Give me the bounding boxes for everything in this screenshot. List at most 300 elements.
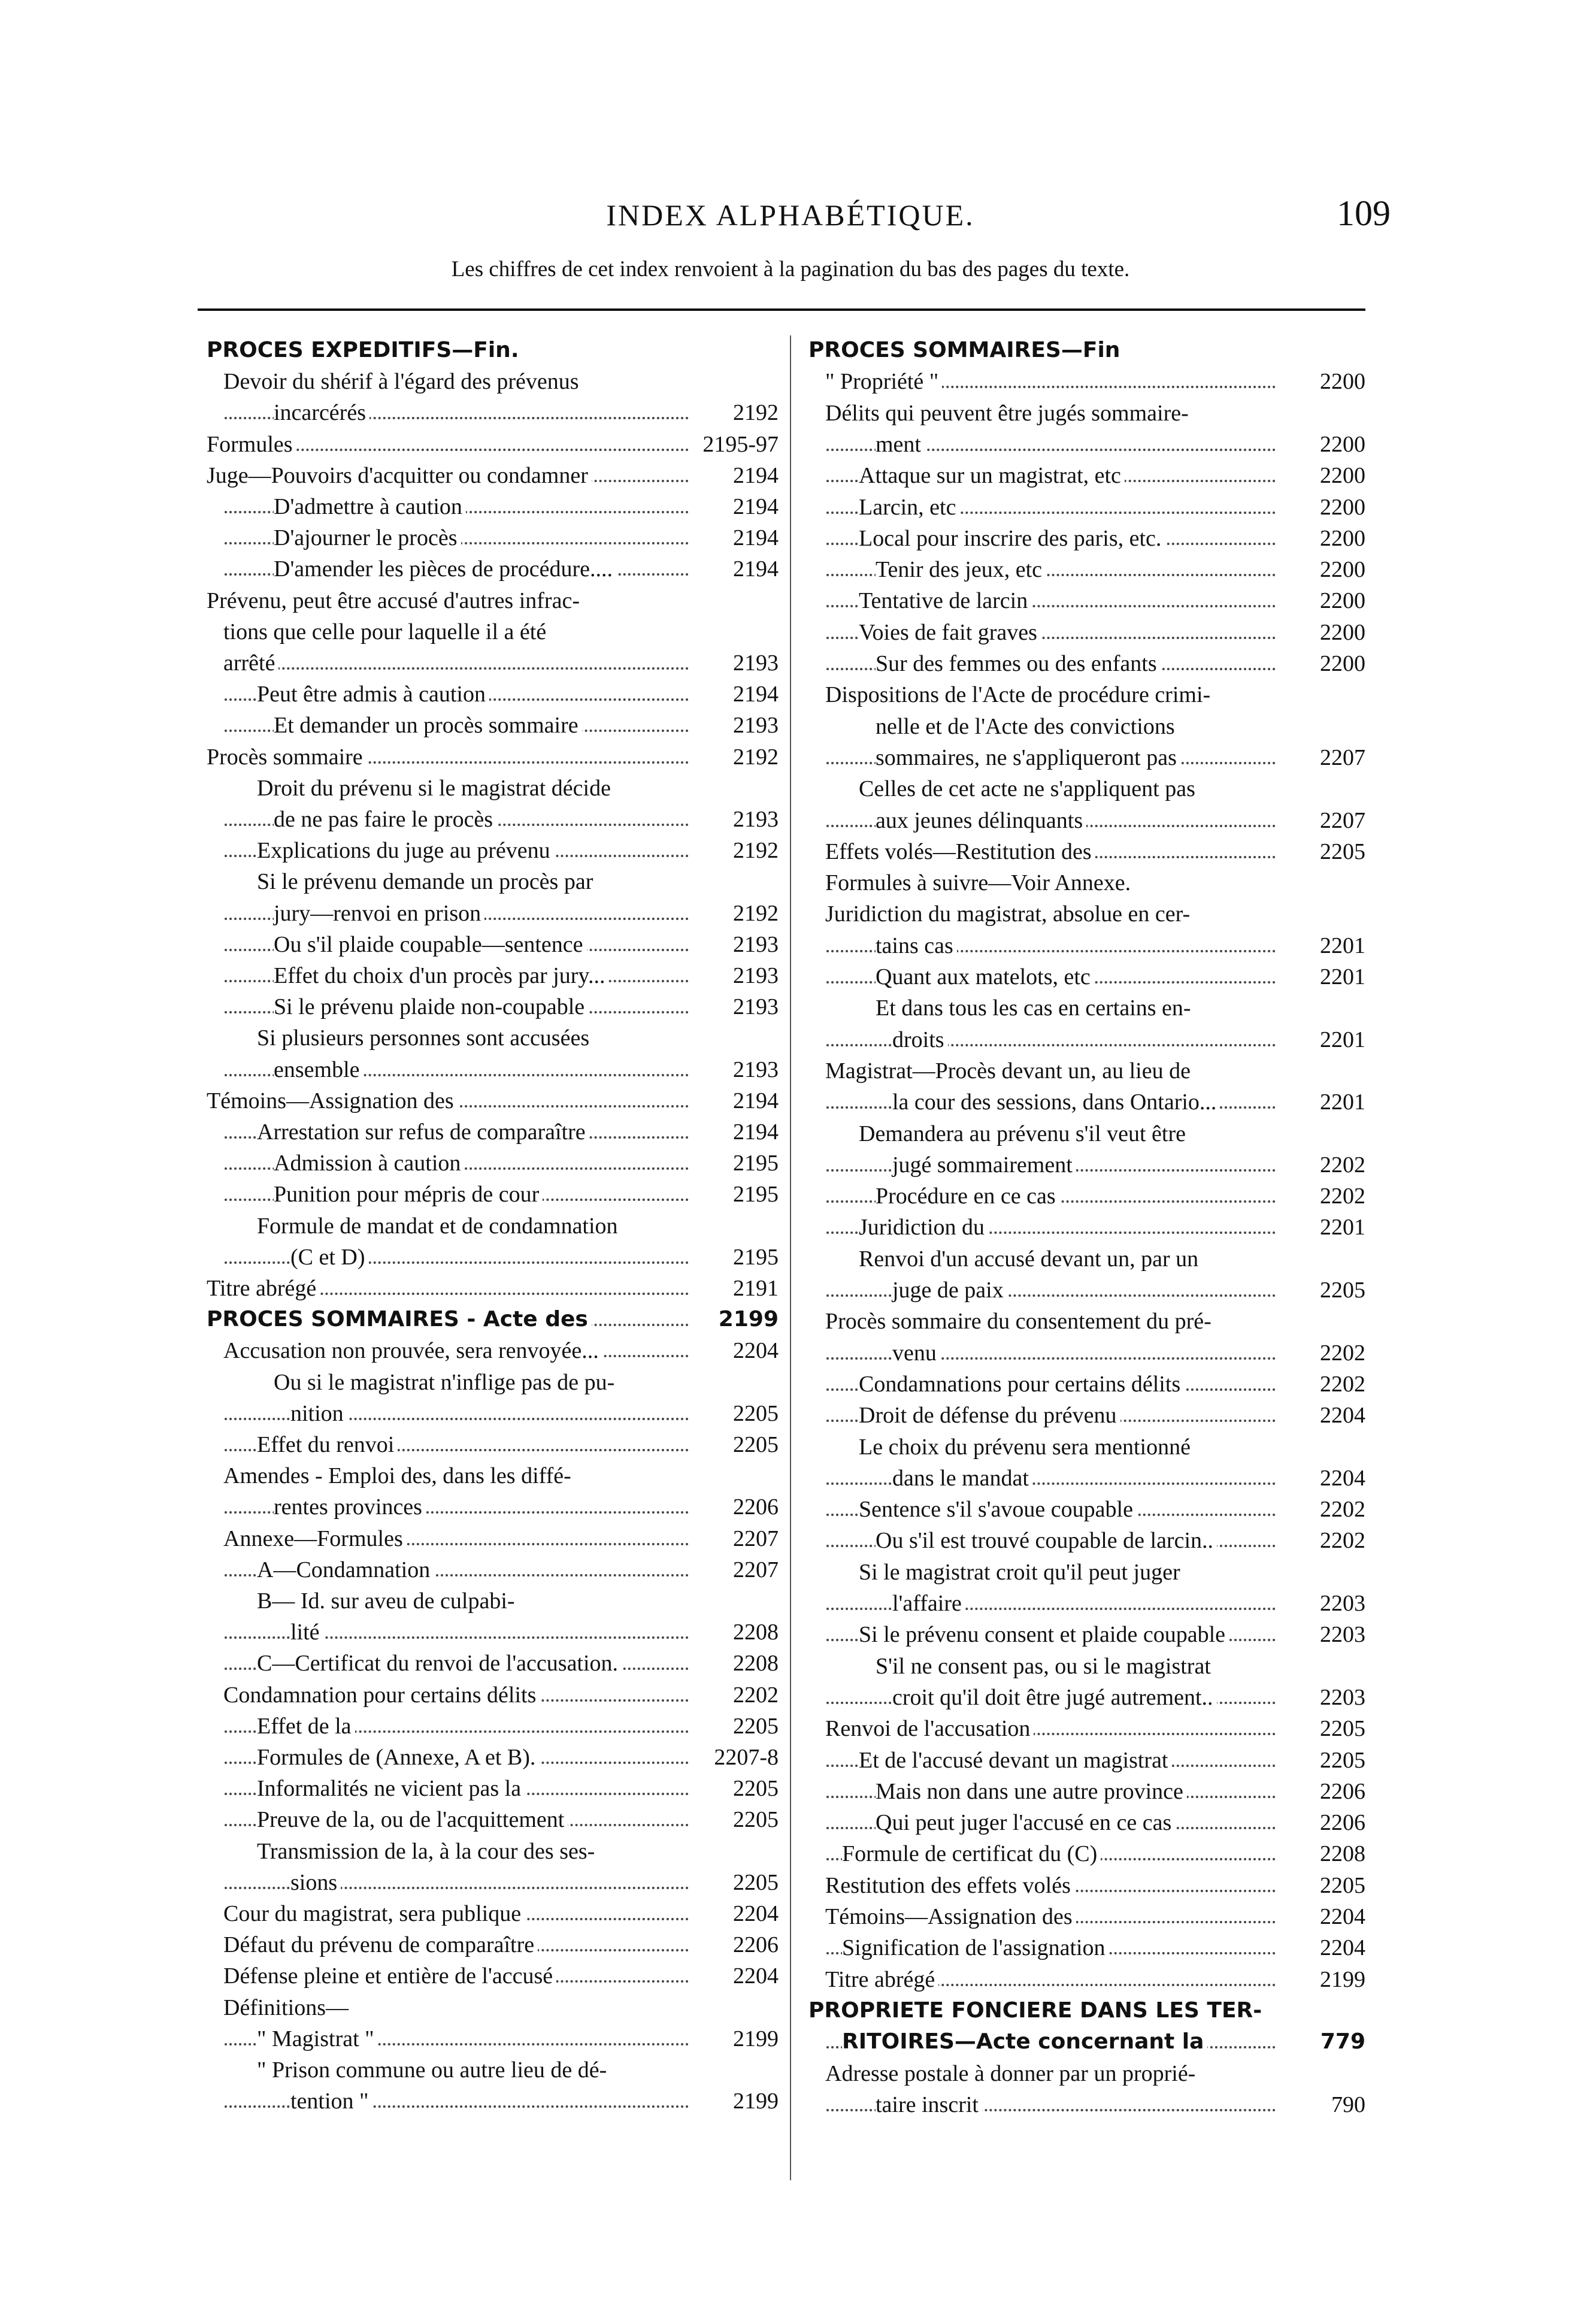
index-entry: [808, 1338, 1365, 1368]
index-entry: [808, 1620, 1365, 1650]
index-entry: [808, 1714, 1365, 1744]
index-entry-text: Punition pour mépris de cour: [274, 1182, 543, 1207]
index-entry-text: venu: [892, 1340, 940, 1366]
index-entry: [808, 2090, 1365, 2120]
index-entry-page: 2208: [728, 1648, 779, 1678]
index-entry-page: 2195: [728, 1179, 779, 1209]
index-entry-text: Voies de fait graves: [859, 620, 1041, 645]
index-entry: [207, 1336, 779, 1366]
index-entry-page: 2203: [1315, 1683, 1365, 1712]
index-entry: [207, 1179, 779, 1209]
index-entry: [207, 1555, 779, 1585]
index-entry-page: 2200: [1315, 618, 1365, 647]
index-entry-page: 2194: [728, 523, 779, 553]
index-entry: [207, 1774, 779, 1803]
index-entry-text: Larcin, etc: [859, 495, 959, 520]
index-entry-text: Formules à suivre—Voir Annexe.: [825, 870, 1131, 896]
index-entry: [207, 1211, 779, 1241]
index-entry-text: Si le prévenu consent et plaide coupable: [859, 1622, 1229, 1647]
index-entry: [207, 429, 779, 459]
index-entry-text: de ne pas faire le procès: [274, 807, 496, 832]
index-entry-text: Peut être admis à caution: [257, 682, 489, 707]
index-entry: [808, 1306, 1365, 1336]
index-entry-text: PROCES SOMMAIRES - Acte des: [207, 1307, 592, 1332]
page-number: 109: [1337, 193, 1391, 233]
index-entry-text: tention ": [290, 2089, 372, 2114]
index-entry-text: Si le prévenu demande un procès par: [257, 869, 593, 895]
index-entry-text: Cour du magistrat, sera publique: [223, 1901, 525, 1926]
index-entry-text: tions que celle pour laquelle il a été: [223, 619, 547, 644]
index-entry: [808, 837, 1365, 867]
index-entry-text: Formules de (Annexe, A et B).: [257, 1745, 539, 1770]
index-entry: [808, 1808, 1365, 1838]
index-entry: [207, 773, 779, 803]
index-entry-text: D'admettre à caution: [274, 494, 466, 519]
index-entry-page: 2193: [728, 992, 779, 1022]
index-entry: [808, 962, 1365, 992]
index-entry: [808, 1463, 1365, 1493]
index-entry-text: D'amender les pièces de procédure....: [274, 556, 616, 582]
index-entry: [207, 1742, 779, 1772]
index-entry-text: PROPRIETE FONCIERE DANS LES TER-: [808, 1998, 1262, 2023]
index-entry-page: 2192: [728, 898, 779, 928]
index-entry: [808, 1902, 1365, 1932]
index-entry: [808, 1119, 1365, 1149]
index-entry-text: Admission à caution: [274, 1151, 464, 1176]
index-entry-page: 2201: [1315, 1025, 1365, 1055]
index-entry-page: 2194: [728, 679, 779, 709]
column-divider: [790, 335, 791, 2180]
index-entry-page: 2205: [1315, 1871, 1365, 1901]
index-entry: [808, 806, 1365, 836]
index-entry-page: 2203: [1315, 1620, 1365, 1650]
index-entry-text: Définitions—: [223, 1995, 349, 2020]
index-entry-page: 2200: [1315, 586, 1365, 616]
index-entry-text: Procédure en ce cas: [876, 1184, 1059, 1209]
index-entry-text: S'il ne consent pas, ou si le magistrat: [876, 1653, 1211, 1679]
index-entry: [207, 648, 779, 678]
index-entry-page: 2192: [728, 742, 779, 772]
index-entry: [808, 398, 1365, 428]
index-entry-text: tains cas: [876, 933, 957, 958]
index-entry-text: Témoins—Assignation des: [825, 1904, 1076, 1929]
index-entry-text: nelle et de l'Acte des convictions: [876, 713, 1175, 739]
index-entry-text: Renvoi d'un accusé devant un, par un: [859, 1246, 1199, 1272]
index-entry-text: nition: [290, 1401, 347, 1426]
index-entry: [808, 743, 1365, 773]
index-entry-text: Sur des femmes ou des enfants: [876, 651, 1161, 676]
index-entry-text: Délits qui peuvent être jugés sommaire-: [825, 400, 1189, 426]
index-entry: [207, 1117, 779, 1147]
index-entry: [207, 2024, 779, 2054]
index-entry-page: 2200: [1315, 555, 1365, 585]
index-entry-page: 2207: [728, 1555, 779, 1585]
index-entry-text: jugé sommairement: [892, 1152, 1076, 1178]
index-entry-text: Formules: [207, 432, 296, 457]
index-entry: [808, 1526, 1365, 1556]
index-entry-text: jury—renvoi en prison: [274, 901, 484, 926]
index-entry-text: la cour des sessions, dans Ontario...: [892, 1090, 1220, 1115]
index-entry: [207, 679, 779, 709]
index-entry-text: RITOIRES—Acte concernant la: [842, 2029, 1207, 2054]
index-entry: [207, 961, 779, 991]
index-entry: [207, 554, 779, 584]
index-entry-page: 2207: [1315, 743, 1365, 773]
index-entry-page: 2205: [1315, 1275, 1365, 1305]
index-entry-page: 2202: [1315, 1369, 1365, 1399]
index-entry-page: 2205: [1315, 1745, 1365, 1775]
index-entry-page: 2203: [1315, 1588, 1365, 1618]
index-entry: [207, 1367, 779, 1397]
index-entry-page: 2204: [1315, 1933, 1365, 1963]
index-entry-page: 2205: [728, 1711, 779, 1741]
index-entry: [207, 1430, 779, 1460]
index-entry-page: 2199: [728, 2086, 779, 2116]
index-entry-text: Celles de cet acte ne s'appliquent pas: [859, 776, 1195, 802]
index-entry: [207, 1868, 779, 1898]
index-entry-text: Tenir des jeux, etc: [876, 557, 1046, 582]
index-entry: [207, 1711, 779, 1741]
index-entry-page: 2201: [1315, 1212, 1365, 1242]
index-entry-page: 2194: [728, 1117, 779, 1147]
index-entry: [808, 523, 1365, 553]
index-entry: [207, 1680, 779, 1710]
index-entry: [808, 1933, 1365, 1963]
index-entry-text: Si plusieurs personnes sont accusées: [257, 1025, 590, 1051]
index-entry-text: A—Condamnation: [257, 1557, 434, 1582]
index-entry-text: Ou si le magistrat n'inflige pas de pu-: [274, 1369, 615, 1395]
index-entry: [808, 1745, 1365, 1775]
index-entry-text: (C et D): [290, 1245, 369, 1270]
index-entry: [808, 774, 1365, 804]
header-rule: [198, 308, 1365, 311]
index-entry: [808, 1025, 1365, 1055]
index-entry-text: " Propriété ": [825, 369, 942, 394]
index-entry-page: 2193: [728, 1055, 779, 1085]
index-entry: [207, 1805, 779, 1835]
index-entry-page: 2194: [728, 492, 779, 522]
index-entry-text: Et demander un procès sommaire: [274, 713, 582, 738]
index-entry: [207, 523, 779, 553]
index-entry-page: 2204: [728, 1899, 779, 1929]
index-entry-text: Accusation non prouvée, sera renvoyée...: [223, 1338, 602, 1363]
index-entry: [207, 2086, 779, 2116]
index-entry: [808, 1369, 1365, 1399]
index-entry-text: Magistrat—Procès devant un, au lieu de: [825, 1058, 1191, 1084]
index-entry: [207, 867, 779, 897]
index-entry: [207, 1399, 779, 1429]
index-entry-page: 2194: [728, 1086, 779, 1116]
index-entry-text: Transmission de la, à la cour des ses-: [257, 1838, 595, 1864]
index-entry-page: 2205: [728, 1430, 779, 1460]
index-entry-text: croit qu'il doit être jugé autrement..: [892, 1685, 1217, 1710]
index-entry: [207, 1492, 779, 1522]
index-entry: [207, 1617, 779, 1647]
index-entry-text: lité: [290, 1620, 323, 1645]
index-entry: [207, 617, 779, 647]
index-entry-text: Effet du choix d'un procès par jury...: [274, 963, 608, 988]
index-entry: [808, 1181, 1365, 1211]
page-subtitle: Les chiffres de cet index renvoient à la pagination du bas des pages du texte.: [451, 257, 1130, 282]
index-entry-page: 2208: [1315, 1839, 1365, 1869]
index-entry-text: Condamnations pour certains délits: [859, 1372, 1184, 1397]
index-entry-page: 2200: [1315, 461, 1365, 491]
index-entry: [808, 993, 1365, 1023]
index-entry-text: ensemble: [274, 1057, 364, 1082]
index-entry: [207, 1273, 779, 1303]
index-entry-text: Prévenu, peut être accusé d'autres infrac-: [207, 588, 580, 613]
index-entry: [808, 1275, 1365, 1305]
index-entry-page: 2202: [1315, 1150, 1365, 1180]
index-entry-text: Arrestation sur refus de comparaître: [257, 1119, 589, 1145]
index-entry: [808, 1557, 1365, 1587]
index-entry-text: l'affaire: [892, 1591, 965, 1616]
index-entry: [808, 1056, 1365, 1086]
index-entry: [207, 898, 779, 928]
index-entry-page: 2204: [728, 1961, 779, 1991]
index-entry: [207, 461, 779, 491]
index-entry: [207, 836, 779, 866]
index-entry-page: 2200: [1315, 649, 1365, 679]
index-entry: [207, 710, 779, 740]
index-entry-text: Témoins—Assignation des: [207, 1088, 458, 1113]
index-entry-page: 2199: [714, 1305, 779, 1335]
index-entry: [808, 429, 1365, 459]
index-entry: [207, 1023, 779, 1053]
index-entry-page: 2205: [728, 1399, 779, 1429]
index-entry: [808, 1087, 1365, 1117]
index-entry-page: 2205: [728, 1868, 779, 1898]
index-entry: [207, 1993, 779, 2023]
index-entry: [808, 1996, 1365, 2026]
index-entry-text: Si le magistrat croit qu'il peut juger: [859, 1559, 1180, 1585]
index-entry-page: 2204: [1315, 1400, 1365, 1430]
index-entry-text: sions: [290, 1870, 341, 1895]
index-entry-page: 2205: [1315, 1714, 1365, 1744]
index-entry-page: 2204: [1315, 1902, 1365, 1932]
index-entry-page: 2207: [1315, 806, 1365, 836]
index-entry: [207, 492, 779, 522]
index-entry-page: 2192: [728, 836, 779, 866]
index-entry: [808, 492, 1365, 522]
index-entry-page: 2206: [1315, 1808, 1365, 1838]
index-entry-page: 2201: [1315, 1087, 1365, 1117]
index-entry: [808, 712, 1365, 742]
index-entry: [808, 1683, 1365, 1712]
index-entry-text: Ou s'il plaide coupable—sentence: [274, 932, 587, 957]
index-entry-text: Dispositions de l'Acte de procédure crimi-: [825, 682, 1211, 708]
index-entry: [808, 1588, 1365, 1618]
index-entry-page: 2205: [1315, 837, 1365, 867]
index-entry-page: 2199: [728, 2024, 779, 2054]
index-entry-text: Amendes - Emploi des, dans les diffé-: [223, 1463, 571, 1489]
index-entry: [808, 1432, 1365, 1462]
index-entry-text: Condamnation pour certains délits: [223, 1683, 540, 1708]
index-entry-text: Explications du juge au prévenu: [257, 838, 554, 863]
index-entry: [207, 1086, 779, 1116]
index-entry-text: Effet du renvoi: [257, 1432, 398, 1457]
index-entry-page: 2193: [728, 648, 779, 678]
index-entry-text: Annexe—Formules: [223, 1526, 407, 1551]
index-entry-page: 2208: [728, 1617, 779, 1647]
index-entry-text: Titre abrégé: [825, 1967, 938, 1992]
index-entry-text: Attaque sur un magistrat, etc: [859, 463, 1125, 488]
index-entry-text: C—Certificat du renvoi de l'accusation.: [257, 1651, 622, 1676]
index-entry-page: 2194: [728, 554, 779, 584]
index-entry-text: D'ajourner le procès: [274, 525, 461, 550]
index-entry-text: Juge—Pouvoirs d'acquitter ou condamner: [207, 463, 592, 488]
index-entry-page: 2194: [728, 461, 779, 491]
index-entry-text: Signification de l'assignation: [842, 1935, 1109, 1960]
page-title: INDEX ALPHABÉTIQUE.: [606, 198, 975, 232]
index-entry-text: rentes provinces: [274, 1494, 426, 1520]
index-entry-text: dans le mandat: [892, 1466, 1032, 1491]
index-entry: [207, 1899, 779, 1929]
index-entry: [808, 899, 1365, 929]
index-entry: [207, 1242, 779, 1272]
index-entry-page: 2195: [728, 1148, 779, 1178]
index-entry: [207, 1305, 779, 1335]
index-entry: [808, 1651, 1365, 1681]
index-entry-page: 2202: [1315, 1526, 1365, 1556]
index-entry-text: Si le prévenu plaide non-coupable: [274, 994, 588, 1019]
index-entry-page: 2201: [1315, 931, 1365, 961]
index-entry-text: Devoir du shérif à l'égard des prévenus: [223, 369, 579, 395]
index-entry-text: " Magistrat ": [257, 2026, 378, 2051]
index-entry: [207, 1586, 779, 1616]
index-entry: [808, 367, 1365, 397]
index-entry: [808, 461, 1365, 491]
index-entry-text: Juridiction du: [859, 1215, 988, 1240]
index-entry: [808, 555, 1365, 585]
index-entry-page: 2205: [728, 1774, 779, 1803]
index-entry-page: 2202: [1315, 1494, 1365, 1524]
index-entry: [808, 1244, 1365, 1274]
index-entry-text: Procès sommaire du consentement du pré-: [825, 1309, 1212, 1335]
index-entry: [207, 1930, 779, 1960]
index-entry-page: 2202: [728, 1680, 779, 1710]
index-entry: [808, 1839, 1365, 1869]
index-entry-text: droits: [892, 1027, 948, 1052]
index-entry-page: 2192: [728, 398, 779, 428]
index-entry-text: juge de paix: [892, 1278, 1007, 1303]
index-entry-text: Droit de défense du prévenu: [859, 1403, 1120, 1428]
index-entry-text: ment: [876, 432, 925, 457]
index-entry: [808, 2059, 1365, 2089]
index-entry: [808, 1400, 1365, 1430]
index-entry-page: 2202: [1315, 1338, 1365, 1368]
index-entry-text: Le choix du prévenu sera mentionné: [859, 1434, 1191, 1460]
index-entry: [207, 742, 779, 772]
index-entry-text: Et dans tous les cas en certains en-: [876, 995, 1191, 1021]
index-entry-page: 2200: [1315, 367, 1365, 397]
index-entry-text: Ou s'il est trouvé coupable de larcin..: [876, 1528, 1217, 1553]
index-entry: [207, 1148, 779, 1178]
index-entry: [207, 1055, 779, 1085]
index-entry-page: 2200: [1315, 492, 1365, 522]
index-entry: [207, 1836, 779, 1866]
index-entry-text: Local pour inscrire des paris, etc.: [859, 526, 1165, 551]
index-entry-page: 2195-97: [698, 429, 779, 459]
index-entry-text: arrêté: [223, 650, 278, 676]
index-entry: [207, 1461, 779, 1491]
index-entry-text: incarcérés: [274, 400, 369, 425]
index-entry-page: 2193: [728, 930, 779, 960]
index-entry-text: B— Id. sur aveu de culpabi-: [257, 1588, 515, 1614]
index-entry-text: Procès sommaire: [207, 745, 367, 770]
index-entry-text: Formule de mandat et de condamnation: [257, 1213, 618, 1239]
index-entry-page: 779: [1316, 2027, 1365, 2057]
index-entry-text: Droit du prévenu si le magistrat décide: [257, 775, 611, 801]
index-entry-page: 2195: [728, 1242, 779, 1272]
index-entry-text: Qui peut juger l'accusé en ce cas: [876, 1810, 1175, 1835]
index-entry-page: 2193: [728, 804, 779, 834]
index-entry-text: Et de l'accusé devant un magistrat: [859, 1748, 1172, 1773]
index-entry: [808, 1965, 1365, 1995]
index-entry: [808, 649, 1365, 679]
index-entry-page: 2191: [728, 1273, 779, 1303]
index-entry-page: 2204: [1315, 1463, 1365, 1493]
index-entry-page: 2193: [728, 961, 779, 991]
index-entry-text: Formule de certificat du (C): [842, 1841, 1101, 1866]
index-entry: [207, 398, 779, 428]
index-entry-text: Demandera au prévenu s'il veut être: [859, 1121, 1186, 1146]
index-entry: [207, 1961, 779, 1991]
index-entry-text: Défense pleine et entière de l'accusé: [223, 1963, 556, 1989]
index-entry: [808, 1212, 1365, 1242]
index-entry-page: 2204: [728, 1336, 779, 1366]
index-entry: [808, 1150, 1365, 1180]
index-entry-text: Restitution des effets volés: [825, 1873, 1074, 1898]
index-entry-page: 2206: [1315, 1777, 1365, 1806]
index-entry-text: Preuve de la, ou de l'acquittement: [257, 1807, 568, 1832]
index-entry-text: taire inscrit: [876, 2092, 982, 2117]
index-entry: [207, 1648, 779, 1678]
index-entry-text: aux jeunes délinquants: [876, 808, 1086, 833]
index-entry-page: 2207-8: [709, 1742, 779, 1772]
index-entry-text: Titre abrégé: [207, 1276, 320, 1301]
index-entry: [207, 804, 779, 834]
index-entry-text: PROCES SOMMAIRES—Fin: [808, 338, 1120, 362]
index-entry-text: Quant aux matelots, etc: [876, 964, 1094, 989]
index-entry: [207, 335, 779, 365]
index-entry: [207, 586, 779, 616]
index-entry-text: sommaires, ne s'appliqueront pas: [876, 745, 1180, 770]
index-entry: [808, 1777, 1365, 1806]
index-entry-page: 2205: [728, 1805, 779, 1835]
index-entry: [808, 1494, 1365, 1524]
index-entry-text: Juridiction du magistrat, absolue en cer-: [825, 901, 1191, 927]
index-entry: [808, 680, 1365, 710]
index-entry: [207, 2055, 779, 2085]
index-entry: [207, 367, 779, 397]
index-entry-text: Renvoi de l'accusation: [825, 1716, 1034, 1741]
index-entry-page: 2207: [728, 1524, 779, 1554]
index-entry: [808, 868, 1365, 898]
index-entry-page: 790: [1326, 2090, 1365, 2120]
index-entry: [207, 930, 779, 960]
index-entry-page: 2206: [728, 1930, 779, 1960]
index-entry: [207, 1524, 779, 1554]
index-entry: [808, 586, 1365, 616]
index-entry: [808, 2027, 1365, 2057]
index-entry: [808, 335, 1365, 365]
index-entry-text: Défaut du prévenu de comparaître: [223, 1932, 538, 1957]
index-entry-text: Sentence s'il s'avoue coupable: [859, 1497, 1137, 1522]
index-entry-text: Effet de la: [257, 1714, 355, 1739]
index-entry-text: Effets volés—Restitution des: [825, 839, 1095, 864]
index-entry-page: 2201: [1315, 962, 1365, 992]
